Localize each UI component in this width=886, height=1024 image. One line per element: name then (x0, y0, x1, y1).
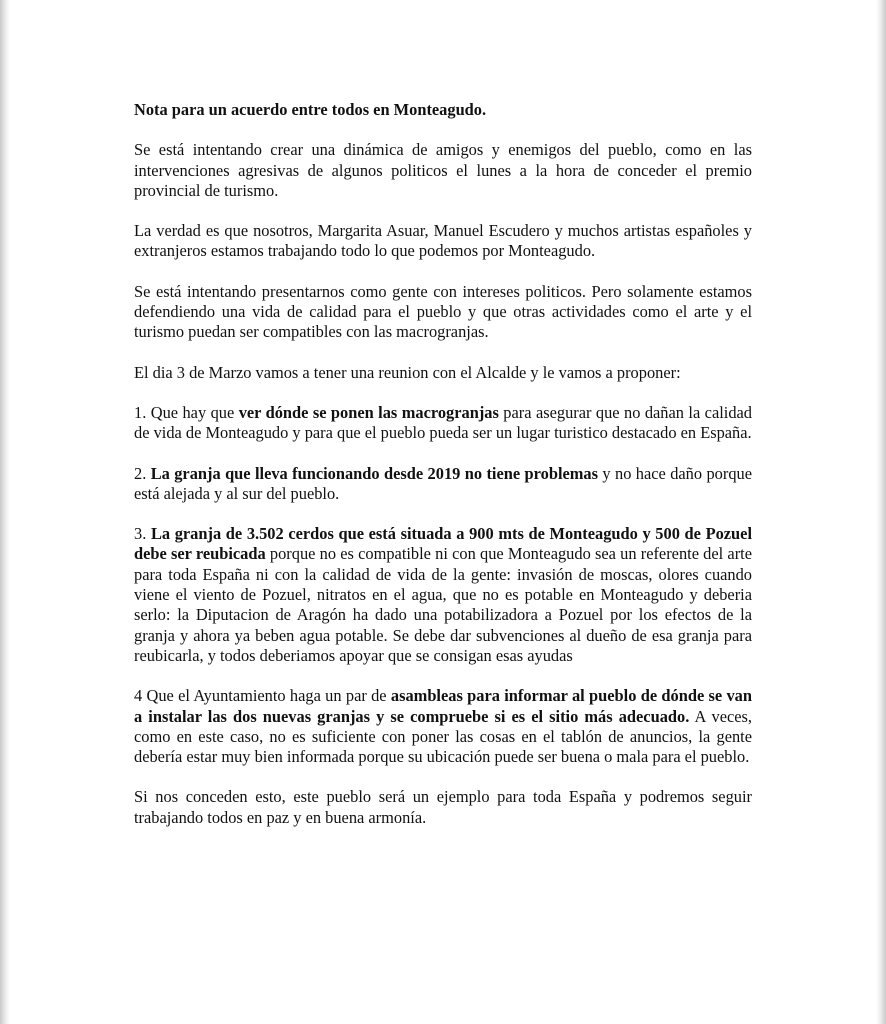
proposal-item-2-lead: 2. (134, 463, 151, 483)
proposal-item-2-rest: y no hace daño porque está alejada y al sur del pueblo. (134, 463, 752, 503)
paragraph-intro: Se está intentando crear una dinámica de amigos y enemigos del pueblo, como en las intervenciones agresivas de algunos politicos el lunes a la hora de conceder el premio provincial de turismo. (134, 140, 752, 200)
paragraph-authors: La verdad es que nosotros, Margarita Asuar, Manuel Escudero y muchos artistas españoles y extranjeros estamos trabajando todo lo que podemos por Monteagudo. (134, 221, 752, 261)
proposal-item-4-bold: asambleas para informar al pueblo de dónde se van a instalar las dos nuevas granjas y se compruebe si es el sitio más adecuado. (134, 686, 752, 726)
proposal-item-3-bold: La granja de 3.502 cerdos que está situada a 900 mts de Monteagudo y 500 de Pozuel debe ser reubicada (134, 524, 753, 564)
paragraph-meeting: El dia 3 de Marzo vamos a tener una reunion con el Alcalde y le vamos a proponer: (134, 362, 681, 382)
proposal-item-3-lead: 3. (134, 524, 151, 544)
paragraph-closing: Si nos conceden esto, este pueblo será un ejemplo para toda España y podremos seguir trabajando todos en paz y en buena armonía. (134, 787, 752, 827)
proposal-item-1-lead: 1. Que hay que (134, 402, 239, 422)
proposal-item-1-bold: ver dónde se ponen las macrogranjas (238, 402, 499, 422)
proposal-item-4-rest: A veces, como en este caso, no es suficiente con poner las cosas en el tablón de anuncios, la gente debería estar muy bien informada porque su ubicación puede ser buena o mala para el pueblo. (134, 706, 752, 767)
page-edge-left (0, 0, 10, 1024)
proposal-item-1 (134, 403, 752, 444)
proposal-item-3 (134, 524, 752, 666)
proposal-item-4 (134, 686, 752, 767)
page-edge-right (876, 0, 886, 1024)
proposal-item-2-bold: La granja que lleva funcionando desde 2019 no tiene problemas (150, 463, 598, 483)
document-page (134, 100, 752, 848)
proposal-item-4-lead: 4 Que el Ayuntamiento haga un par de (134, 686, 391, 706)
proposal-item-1-rest: para asegurar que no dañan la calidad de vida de Monteagudo y para que el pueblo pueda ser un lugar turistico destacado en España. (134, 402, 752, 443)
proposal-item-3-rest: porque no es compatible ni con que Monteagudo sea un referente del arte para toda España ni con la calidad de vida de la gente: invasión de moscas, olores cuando viene el viento de Pozuel, nitratos en el agua, que no es potable en Monteagudo y deberia serlo: la Diputacion de Aragón ha dado una potabilizadora a Pozuel por los efectos de la granja y ahora ya beben agua potable. Se debe dar subvenciones al dueño de esa granja para reubicarla, y todos deberiamos apoyar que se consigan esas ayudas (134, 544, 752, 665)
proposal-item-2 (134, 464, 752, 505)
paragraph-intentions: Se está intentando presentarnos como gente con intereses politicos. Pero solamente estamos defendiendo una vida de calidad para el pueblo y que otras actividades como el arte y el turismo puedan ser compatibles con las macrogranjas. (134, 281, 752, 342)
document-title: Nota para un acuerdo entre todos en Monteagudo. (134, 100, 487, 119)
